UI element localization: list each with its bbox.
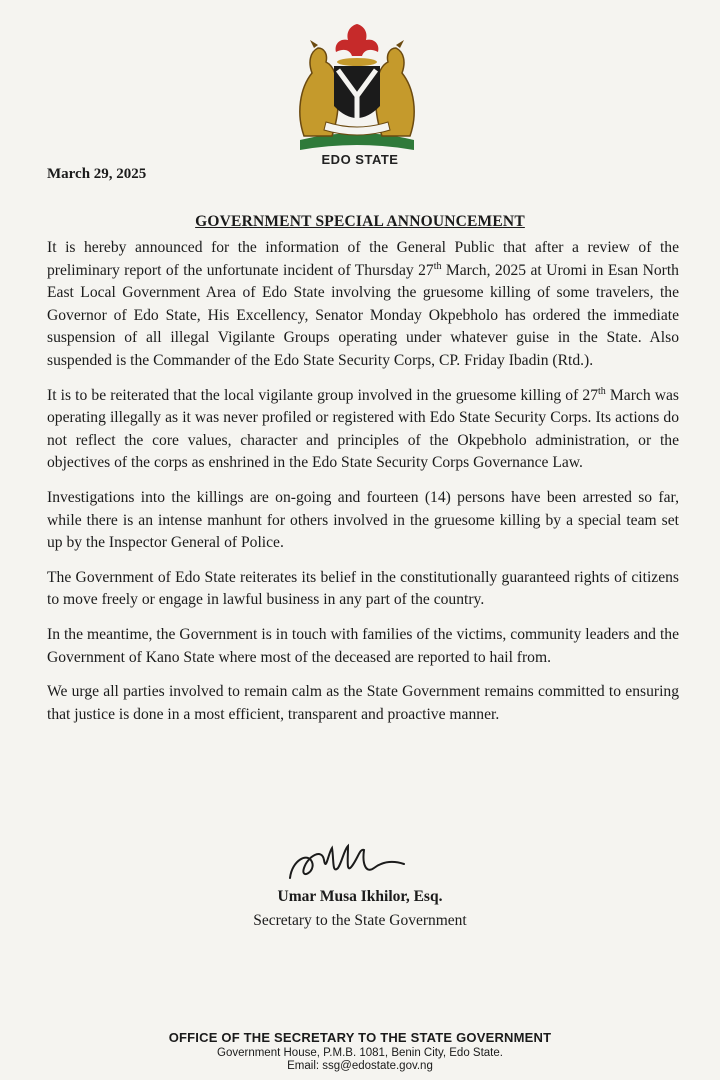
signature-icon (282, 840, 412, 890)
signatory-name: Umar Musa Ikhilor, Esq. (277, 888, 443, 905)
signatory-block (0, 885, 720, 933)
paragraph-6: We urge all parties involved to remain calm as the State Government remains committed to ensuring that justice is done in a most efficient, transparent and proactive manner. (47, 683, 679, 723)
paragraph-1: It is hereby announced for the information of the General Public that after a review of the preliminary report of the unfortunate incident of Thursday 27th March, 2025 at Uromi in Esan North East Local Government Area of Edo State involving the gruesome killing of some travelers, the Governor of Edo State, His Excellency, Senator Monday Okpebholo has ordered the immediate suspension of all illegal Vigilante Groups operating under whatever guise in the State. Also suspended is the Commander of the Edo State Security Corps, CP. Friday Ibadin (Rtd.). (47, 239, 679, 369)
paragraph-4: The Government of Edo State reiterates its belief in the constitutionally guaranteed rights of citizens to move freely or engage in lawful business in any part of the country. (47, 568, 679, 609)
letter-footer (0, 1030, 720, 1072)
footer-address: Government House, P.M.B. 1081, Benin City, Edo State. (217, 1047, 503, 1059)
paragraph-5: In the meantime, the Government is in touch with families of the victims, community leaders and the Government of Kano State where most of the deceased are reported to hail from. (47, 625, 679, 666)
announcement-heading: GOVERNMENT SPECIAL ANNOUNCEMENT (195, 213, 525, 230)
signatory-title: Secretary to the State Government (253, 912, 467, 929)
footer-email: Email: ssg@edostate.gov.ng (287, 1060, 433, 1072)
edo-state-coat-of-arms-icon (282, 18, 432, 158)
footer-office: OFFICE OF THE SECRETARY TO THE STATE GOVERNMENT (168, 1030, 552, 1045)
crest-state-label: EDO STATE (321, 152, 399, 167)
paragraph-2: It is to be reiterated that the local vigilante group involved in the gruesome killing of 27th March was operating illegally as it was never profiled or registered with Edo State Security Corps. Its actions do not reflect the core values, character and principles of the Okpebholo administration, or the objectives of the corps as enshrined in the Edo State Security Corps Governance Law. (47, 385, 679, 472)
letter-date: March 29, 2025 (47, 166, 147, 182)
paragraph-3: Investigations into the killings are on-going and fourteen (14) persons have been arrested so far, while there is an intense manhunt for others involved in the gruesome killing by a special team set up by the Inspector General of Police. (47, 488, 679, 552)
announcement-body (47, 237, 679, 738)
